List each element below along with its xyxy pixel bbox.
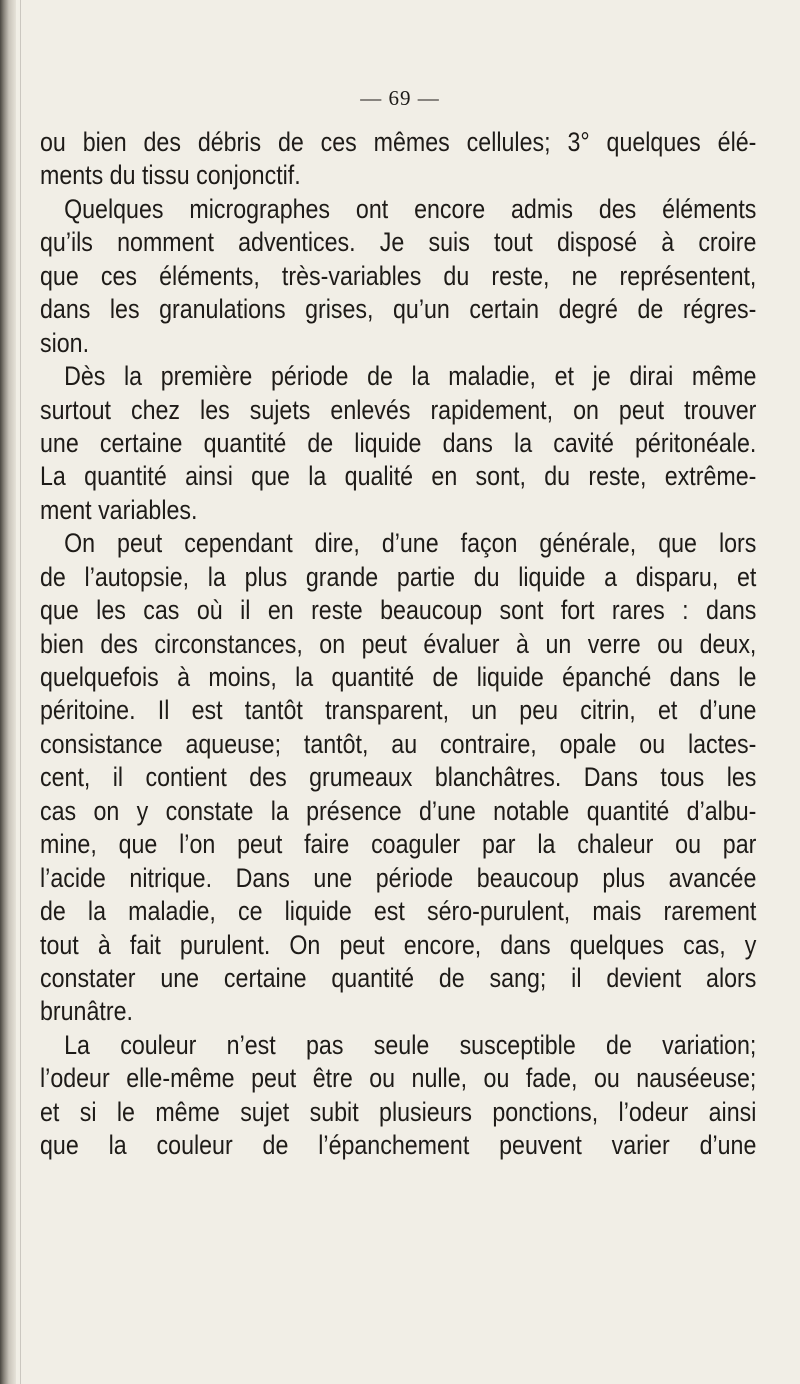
text-line: une certaine quantité de liquide dans la cavité péritonéale.	[40, 427, 757, 458]
text-line: que la couleur de l’épanchement peuvent varier d’une	[40, 1130, 757, 1161]
text-line: et si le même sujet subit plusieurs ponctions, l’odeur ainsi	[40, 1096, 757, 1127]
paragraph-start-line: On peut cependant dire, d’une façon générale, que lors	[64, 528, 757, 559]
paragraph-start-line: La couleur n’est pas seule susceptible de variation;	[64, 1029, 757, 1060]
text-line: cas on y constate la présence d’une notable quantité d’albu-	[40, 795, 757, 826]
text-line: l’acide nitrique. Dans une période beaucoup plus avancée	[40, 862, 757, 893]
text-line: que les cas où il en reste beaucoup sont fort rares : dans	[40, 595, 757, 626]
paragraph-start-line: Quelques micrographes ont encore admis des éléments	[64, 193, 757, 224]
page-number: — 69 —	[360, 86, 440, 110]
text-line: ment variables.	[40, 494, 198, 525]
text-line: que ces éléments, très-variables du reste, ne représentent,	[40, 260, 757, 291]
text-line: sion.	[40, 327, 90, 358]
text-line: La quantité ainsi que la qualité en sont, du reste, extrême-	[40, 461, 757, 492]
text-line: ou bien des débris de ces mêmes cellules; 3° quelques élé-	[40, 127, 757, 157]
text-line: mine, que l’on peut faire coaguler par la chaleur ou par	[40, 829, 757, 860]
text-line: quelquefois à moins, la quantité de liquide épanché dans le	[40, 662, 757, 692]
text-line: consistance aqueuse; tantôt, au contraire, opale ou lactes-	[40, 728, 757, 759]
text-line: constater une certaine quantité de sang; il devient alors	[40, 962, 757, 993]
text-line: surtout chez les sujets enlevés rapidement, on peut trouver	[40, 394, 757, 425]
text-line: dans les granulations grises, qu’un certain degré de régres-	[40, 294, 757, 325]
body-text	[40, 126, 760, 1163]
text-line: de l’autopsie, la plus grande partie du liquide a disparu, et	[40, 561, 757, 592]
text-line: cent, il contient des grumeaux blanchâtres. Dans tous les	[40, 762, 757, 793]
book-gutter-shadow	[0, 0, 16, 1384]
text-line: tout à fait purulent. On peut encore, dans quelques cas, y	[40, 929, 757, 960]
text-line: de la maladie, ce liquide est séro-purulent, mais rarement	[40, 896, 757, 927]
text-line: brunâtre.	[40, 996, 133, 1027]
text-line: l’odeur elle-même peut être ou nulle, ou fade, ou nauséeuse;	[40, 1063, 757, 1094]
gutter-fold-line	[20, 0, 21, 1384]
text-line: péritoine. Il est tantôt transparent, un peu citrin, et d’une	[40, 695, 757, 726]
text-line: ments du tissu conjonctif.	[40, 160, 301, 191]
text-line: bien des circonstances, on peut évaluer à un verre ou deux,	[40, 628, 757, 659]
paragraph-start-line: Dès la première période de la maladie, et je dirai même	[64, 361, 757, 392]
text-line: qu’ils nomment adventices. Je suis tout disposé à croire	[40, 227, 757, 258]
